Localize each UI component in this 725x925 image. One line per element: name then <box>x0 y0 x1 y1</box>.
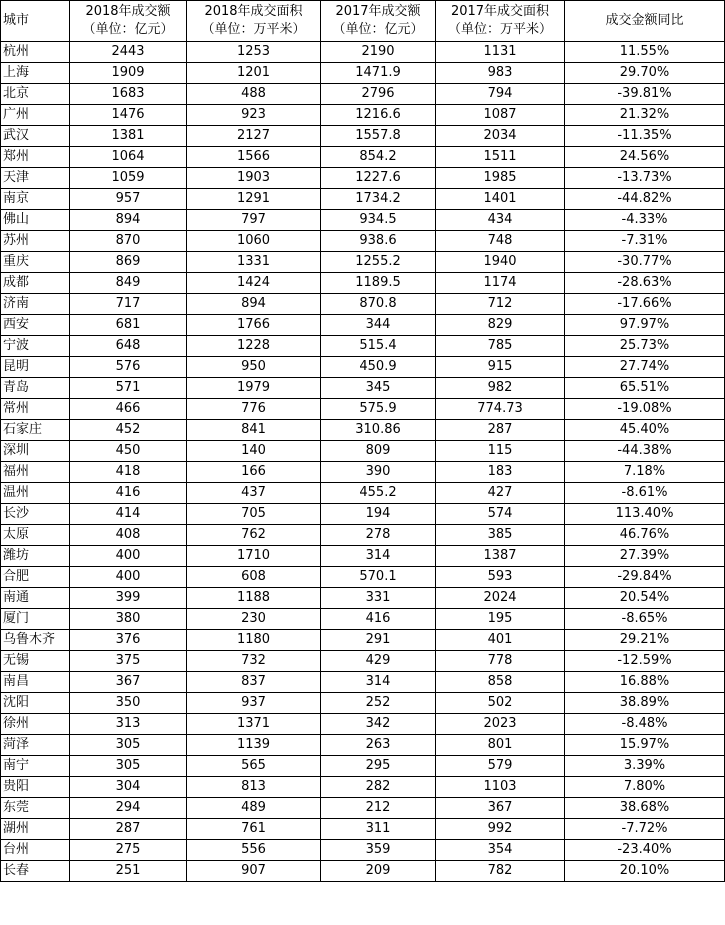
cell-area-2018: 937 <box>187 693 321 714</box>
cell-amount-2018: 350 <box>70 693 187 714</box>
cell-area-2017: 354 <box>436 840 565 861</box>
cell-city: 南昌 <box>1 672 70 693</box>
cell-amount-2017: 416 <box>321 609 436 630</box>
cell-area-2017: 1940 <box>436 252 565 273</box>
cell-amount-2017: 344 <box>321 315 436 336</box>
cell-area-2017: 801 <box>436 735 565 756</box>
table-row <box>1 336 725 357</box>
cell-amount-2017: 934.5 <box>321 210 436 231</box>
cell-area-2018: 1979 <box>187 378 321 399</box>
header-2018-amount-unit: （单位：亿元） <box>82 22 174 37</box>
header-2017-amount-label: 2017年成交额 <box>335 4 421 19</box>
cell-city: 潍坊 <box>1 546 70 567</box>
cell-area-2018: 950 <box>187 357 321 378</box>
cell-amount-2017: 938.6 <box>321 231 436 252</box>
cell-city: 徐州 <box>1 714 70 735</box>
cell-amount-2018: 2443 <box>70 42 187 63</box>
cell-area-2017: 2023 <box>436 714 565 735</box>
cell-yoy-change: -7.72% <box>565 819 725 840</box>
cell-yoy-change: -30.77% <box>565 252 725 273</box>
cell-amount-2018: 1909 <box>70 63 187 84</box>
cell-amount-2017: 854.2 <box>321 147 436 168</box>
cell-area-2018: 437 <box>187 483 321 504</box>
cell-area-2018: 1201 <box>187 63 321 84</box>
cell-yoy-change: -29.84% <box>565 567 725 588</box>
cell-city: 湖州 <box>1 819 70 840</box>
cell-area-2017: 782 <box>436 861 565 882</box>
cell-area-2017: 992 <box>436 819 565 840</box>
table-row <box>1 546 725 567</box>
cell-city: 合肥 <box>1 567 70 588</box>
header-2017-area <box>436 1 565 42</box>
cell-city: 长春 <box>1 861 70 882</box>
table-row <box>1 462 725 483</box>
cell-amount-2017: 194 <box>321 504 436 525</box>
cell-area-2018: 1766 <box>187 315 321 336</box>
table-row <box>1 567 725 588</box>
cell-area-2018: 1424 <box>187 273 321 294</box>
cell-city: 贵阳 <box>1 777 70 798</box>
cell-amount-2018: 375 <box>70 651 187 672</box>
cell-area-2018: 488 <box>187 84 321 105</box>
cell-amount-2018: 400 <box>70 567 187 588</box>
cell-amount-2017: 570.1 <box>321 567 436 588</box>
cell-area-2017: 983 <box>436 63 565 84</box>
cell-city: 长沙 <box>1 504 70 525</box>
cell-city: 南通 <box>1 588 70 609</box>
cell-area-2017: 1103 <box>436 777 565 798</box>
cell-amount-2018: 399 <box>70 588 187 609</box>
cell-amount-2017: 390 <box>321 462 436 483</box>
cell-area-2017: 915 <box>436 357 565 378</box>
cell-area-2017: 574 <box>436 504 565 525</box>
cell-amount-2017: 2190 <box>321 42 436 63</box>
cell-amount-2018: 1381 <box>70 126 187 147</box>
cell-yoy-change: -8.48% <box>565 714 725 735</box>
cell-amount-2017: 455.2 <box>321 483 436 504</box>
cell-amount-2018: 416 <box>70 483 187 504</box>
cell-city: 上海 <box>1 63 70 84</box>
cell-amount-2017: 1189.5 <box>321 273 436 294</box>
cell-area-2018: 907 <box>187 861 321 882</box>
table-row <box>1 168 725 189</box>
cell-yoy-change: 65.51% <box>565 378 725 399</box>
cell-amount-2018: 571 <box>70 378 187 399</box>
cell-amount-2017: 1734.2 <box>321 189 436 210</box>
cell-area-2017: 401 <box>436 630 565 651</box>
cell-yoy-change: 20.54% <box>565 588 725 609</box>
cell-area-2017: 1985 <box>436 168 565 189</box>
cell-amount-2018: 717 <box>70 294 187 315</box>
cell-city: 济南 <box>1 294 70 315</box>
cell-area-2018: 556 <box>187 840 321 861</box>
header-2018-area-unit: （单位：万平米） <box>201 22 306 37</box>
cell-city: 南宁 <box>1 756 70 777</box>
cell-area-2018: 813 <box>187 777 321 798</box>
header-city-label: 城市 <box>3 13 30 28</box>
table-row <box>1 861 725 882</box>
cell-amount-2017: 809 <box>321 441 436 462</box>
cell-yoy-change: 24.56% <box>565 147 725 168</box>
cell-amount-2018: 380 <box>70 609 187 630</box>
cell-area-2018: 894 <box>187 294 321 315</box>
table-row <box>1 525 725 546</box>
cell-city: 苏州 <box>1 231 70 252</box>
header-yoy <box>565 1 725 42</box>
table-row <box>1 420 725 441</box>
table-header <box>1 1 725 42</box>
cell-yoy-change: 97.97% <box>565 315 725 336</box>
cell-area-2017: 1387 <box>436 546 565 567</box>
cell-amount-2017: 311 <box>321 819 436 840</box>
table-row <box>1 294 725 315</box>
cell-amount-2017: 429 <box>321 651 436 672</box>
cell-area-2018: 608 <box>187 567 321 588</box>
cell-amount-2017: 1471.9 <box>321 63 436 84</box>
cell-area-2017: 579 <box>436 756 565 777</box>
cell-area-2017: 385 <box>436 525 565 546</box>
cell-amount-2018: 275 <box>70 840 187 861</box>
cell-area-2017: 502 <box>436 693 565 714</box>
cell-city: 宁波 <box>1 336 70 357</box>
cell-area-2018: 1903 <box>187 168 321 189</box>
cell-city: 东莞 <box>1 798 70 819</box>
header-2017-amount <box>321 1 436 42</box>
table-row <box>1 651 725 672</box>
cell-area-2017: 1511 <box>436 147 565 168</box>
cell-yoy-change: -28.63% <box>565 273 725 294</box>
cell-area-2018: 761 <box>187 819 321 840</box>
cell-city: 厦门 <box>1 609 70 630</box>
cell-amount-2018: 894 <box>70 210 187 231</box>
table-row <box>1 777 725 798</box>
cell-area-2017: 183 <box>436 462 565 483</box>
cell-area-2017: 858 <box>436 672 565 693</box>
table-row <box>1 504 725 525</box>
cell-amount-2018: 305 <box>70 756 187 777</box>
cell-area-2017: 982 <box>436 378 565 399</box>
table-row <box>1 189 725 210</box>
cell-area-2018: 923 <box>187 105 321 126</box>
table-row <box>1 315 725 336</box>
cell-amount-2017: 291 <box>321 630 436 651</box>
cell-yoy-change: 38.68% <box>565 798 725 819</box>
cell-amount-2017: 1227.6 <box>321 168 436 189</box>
cell-amount-2017: 310.86 <box>321 420 436 441</box>
cell-amount-2017: 345 <box>321 378 436 399</box>
cell-yoy-change: 29.70% <box>565 63 725 84</box>
cell-amount-2018: 305 <box>70 735 187 756</box>
cell-yoy-change: 29.21% <box>565 630 725 651</box>
cell-area-2018: 762 <box>187 525 321 546</box>
cell-area-2017: 748 <box>436 231 565 252</box>
cell-area-2018: 1291 <box>187 189 321 210</box>
header-2018-amount-label: 2018年成交额 <box>85 4 171 19</box>
cell-amount-2017: 212 <box>321 798 436 819</box>
header-2017-amount-unit: （单位：亿元） <box>332 22 424 37</box>
cell-area-2018: 1253 <box>187 42 321 63</box>
cell-area-2018: 837 <box>187 672 321 693</box>
cell-amount-2018: 294 <box>70 798 187 819</box>
header-yoy-label: 成交金额同比 <box>605 13 684 28</box>
table-row <box>1 441 725 462</box>
cell-amount-2017: 1216.6 <box>321 105 436 126</box>
cell-city: 南京 <box>1 189 70 210</box>
cell-city: 北京 <box>1 84 70 105</box>
table-row <box>1 126 725 147</box>
table-row <box>1 147 725 168</box>
cell-area-2018: 565 <box>187 756 321 777</box>
table-row <box>1 42 725 63</box>
cell-yoy-change: 21.32% <box>565 105 725 126</box>
cell-amount-2017: 263 <box>321 735 436 756</box>
table-row <box>1 84 725 105</box>
cell-yoy-change: -8.65% <box>565 609 725 630</box>
cell-yoy-change: 113.40% <box>565 504 725 525</box>
cell-area-2018: 166 <box>187 462 321 483</box>
cell-yoy-change: -39.81% <box>565 84 725 105</box>
cell-area-2018: 1180 <box>187 630 321 651</box>
cell-amount-2018: 849 <box>70 273 187 294</box>
header-2018-amount <box>70 1 187 42</box>
cell-amount-2017: 575.9 <box>321 399 436 420</box>
table-row <box>1 63 725 84</box>
cell-yoy-change: -19.08% <box>565 399 725 420</box>
cell-yoy-change: -44.38% <box>565 441 725 462</box>
cell-area-2018: 1566 <box>187 147 321 168</box>
cell-city: 重庆 <box>1 252 70 273</box>
cell-city: 杭州 <box>1 42 70 63</box>
table-row <box>1 714 725 735</box>
cell-yoy-change: 27.39% <box>565 546 725 567</box>
cell-yoy-change: 25.73% <box>565 336 725 357</box>
cell-city: 青岛 <box>1 378 70 399</box>
cell-city: 太原 <box>1 525 70 546</box>
cell-area-2018: 140 <box>187 441 321 462</box>
cell-area-2017: 1174 <box>436 273 565 294</box>
cell-area-2017: 427 <box>436 483 565 504</box>
cell-yoy-change: 16.88% <box>565 672 725 693</box>
cell-amount-2017: 515.4 <box>321 336 436 357</box>
cell-amount-2017: 314 <box>321 672 436 693</box>
cell-amount-2018: 452 <box>70 420 187 441</box>
cell-yoy-change: -8.61% <box>565 483 725 504</box>
table-row <box>1 588 725 609</box>
cell-amount-2018: 408 <box>70 525 187 546</box>
cell-yoy-change: 11.55% <box>565 42 725 63</box>
table-row <box>1 630 725 651</box>
cell-area-2017: 1401 <box>436 189 565 210</box>
cell-amount-2018: 367 <box>70 672 187 693</box>
cell-amount-2018: 450 <box>70 441 187 462</box>
cell-city: 成都 <box>1 273 70 294</box>
cell-amount-2018: 313 <box>70 714 187 735</box>
table-row <box>1 252 725 273</box>
cell-yoy-change: 3.39% <box>565 756 725 777</box>
cell-amount-2017: 1557.8 <box>321 126 436 147</box>
cell-area-2018: 1060 <box>187 231 321 252</box>
cell-city: 石家庄 <box>1 420 70 441</box>
cell-yoy-change: 7.80% <box>565 777 725 798</box>
cell-area-2018: 1228 <box>187 336 321 357</box>
cell-city: 温州 <box>1 483 70 504</box>
cell-area-2017: 785 <box>436 336 565 357</box>
cell-area-2018: 705 <box>187 504 321 525</box>
table-row <box>1 378 725 399</box>
cell-city: 福州 <box>1 462 70 483</box>
cell-city: 深圳 <box>1 441 70 462</box>
header-2018-area <box>187 1 321 42</box>
cell-amount-2017: 1255.2 <box>321 252 436 273</box>
table-row <box>1 693 725 714</box>
cell-area-2018: 1188 <box>187 588 321 609</box>
table-row <box>1 399 725 420</box>
cell-amount-2018: 957 <box>70 189 187 210</box>
cell-amount-2017: 314 <box>321 546 436 567</box>
table-row <box>1 798 725 819</box>
cell-yoy-change: -7.31% <box>565 231 725 252</box>
cell-yoy-change: 7.18% <box>565 462 725 483</box>
cell-area-2017: 115 <box>436 441 565 462</box>
cell-city: 常州 <box>1 399 70 420</box>
cell-area-2017: 593 <box>436 567 565 588</box>
cell-area-2018: 489 <box>187 798 321 819</box>
cell-amount-2018: 304 <box>70 777 187 798</box>
cell-amount-2017: 331 <box>321 588 436 609</box>
cell-amount-2017: 295 <box>321 756 436 777</box>
header-2018-area-label: 2018年成交面积 <box>204 4 303 19</box>
cell-area-2017: 2034 <box>436 126 565 147</box>
cell-amount-2018: 376 <box>70 630 187 651</box>
table-row <box>1 819 725 840</box>
cell-yoy-change: 45.40% <box>565 420 725 441</box>
cell-area-2017: 367 <box>436 798 565 819</box>
cell-city: 郑州 <box>1 147 70 168</box>
cell-area-2018: 776 <box>187 399 321 420</box>
cell-amount-2017: 252 <box>321 693 436 714</box>
cell-amount-2018: 1064 <box>70 147 187 168</box>
cell-city: 天津 <box>1 168 70 189</box>
cell-amount-2017: 209 <box>321 861 436 882</box>
cell-city: 无锡 <box>1 651 70 672</box>
cell-city: 昆明 <box>1 357 70 378</box>
cell-amount-2018: 251 <box>70 861 187 882</box>
cell-city: 沈阳 <box>1 693 70 714</box>
cell-city: 佛山 <box>1 210 70 231</box>
header-city <box>1 1 70 42</box>
table-row <box>1 210 725 231</box>
cell-area-2017: 829 <box>436 315 565 336</box>
cell-area-2018: 1371 <box>187 714 321 735</box>
cell-area-2018: 2127 <box>187 126 321 147</box>
cell-area-2017: 1131 <box>436 42 565 63</box>
cell-yoy-change: -17.66% <box>565 294 725 315</box>
cell-amount-2018: 681 <box>70 315 187 336</box>
header-row <box>1 1 725 42</box>
table-row <box>1 609 725 630</box>
cell-area-2017: 712 <box>436 294 565 315</box>
cell-amount-2018: 466 <box>70 399 187 420</box>
cell-yoy-change: -4.33% <box>565 210 725 231</box>
cell-amount-2017: 342 <box>321 714 436 735</box>
cell-area-2017: 1087 <box>436 105 565 126</box>
cell-yoy-change: -11.35% <box>565 126 725 147</box>
cell-amount-2017: 450.9 <box>321 357 436 378</box>
cell-yoy-change: -23.40% <box>565 840 725 861</box>
cell-area-2018: 732 <box>187 651 321 672</box>
cell-amount-2017: 2796 <box>321 84 436 105</box>
cell-area-2018: 841 <box>187 420 321 441</box>
cell-amount-2018: 287 <box>70 819 187 840</box>
cell-area-2018: 797 <box>187 210 321 231</box>
cell-city: 广州 <box>1 105 70 126</box>
table-row <box>1 273 725 294</box>
cell-area-2018: 1331 <box>187 252 321 273</box>
cell-amount-2018: 1059 <box>70 168 187 189</box>
table-row <box>1 840 725 861</box>
table-row <box>1 231 725 252</box>
cell-city: 乌鲁木齐 <box>1 630 70 651</box>
table-row <box>1 672 725 693</box>
cell-area-2018: 1710 <box>187 546 321 567</box>
cell-amount-2017: 278 <box>321 525 436 546</box>
table-row <box>1 756 725 777</box>
cell-amount-2018: 1476 <box>70 105 187 126</box>
table-row <box>1 357 725 378</box>
cell-amount-2017: 282 <box>321 777 436 798</box>
cell-amount-2018: 648 <box>70 336 187 357</box>
header-2017-area-unit: （单位：万平米） <box>447 22 552 37</box>
table-row <box>1 105 725 126</box>
cell-amount-2017: 870.8 <box>321 294 436 315</box>
cell-city: 西安 <box>1 315 70 336</box>
table-row <box>1 483 725 504</box>
table-row <box>1 735 725 756</box>
cell-yoy-change: 27.74% <box>565 357 725 378</box>
cell-area-2017: 774.73 <box>436 399 565 420</box>
cell-yoy-change: -13.73% <box>565 168 725 189</box>
cell-yoy-change: 20.10% <box>565 861 725 882</box>
cell-yoy-change: 15.97% <box>565 735 725 756</box>
cell-amount-2018: 418 <box>70 462 187 483</box>
cell-area-2018: 230 <box>187 609 321 630</box>
cell-area-2018: 1139 <box>187 735 321 756</box>
cell-area-2017: 778 <box>436 651 565 672</box>
cell-area-2017: 434 <box>436 210 565 231</box>
cell-amount-2018: 1683 <box>70 84 187 105</box>
cell-area-2017: 2024 <box>436 588 565 609</box>
header-2017-area-label: 2017年成交面积 <box>450 4 550 19</box>
cell-amount-2018: 414 <box>70 504 187 525</box>
cell-area-2017: 195 <box>436 609 565 630</box>
cell-yoy-change: 38.89% <box>565 693 725 714</box>
cell-amount-2018: 576 <box>70 357 187 378</box>
cell-yoy-change: -44.82% <box>565 189 725 210</box>
cell-amount-2018: 869 <box>70 252 187 273</box>
cell-yoy-change: 46.76% <box>565 525 725 546</box>
table-body <box>1 42 725 882</box>
cell-area-2017: 287 <box>436 420 565 441</box>
cell-amount-2018: 400 <box>70 546 187 567</box>
cell-city: 菏泽 <box>1 735 70 756</box>
cell-city: 武汉 <box>1 126 70 147</box>
cell-amount-2017: 359 <box>321 840 436 861</box>
cell-area-2017: 794 <box>436 84 565 105</box>
cell-city: 台州 <box>1 840 70 861</box>
cell-amount-2018: 870 <box>70 231 187 252</box>
cell-yoy-change: -12.59% <box>565 651 725 672</box>
